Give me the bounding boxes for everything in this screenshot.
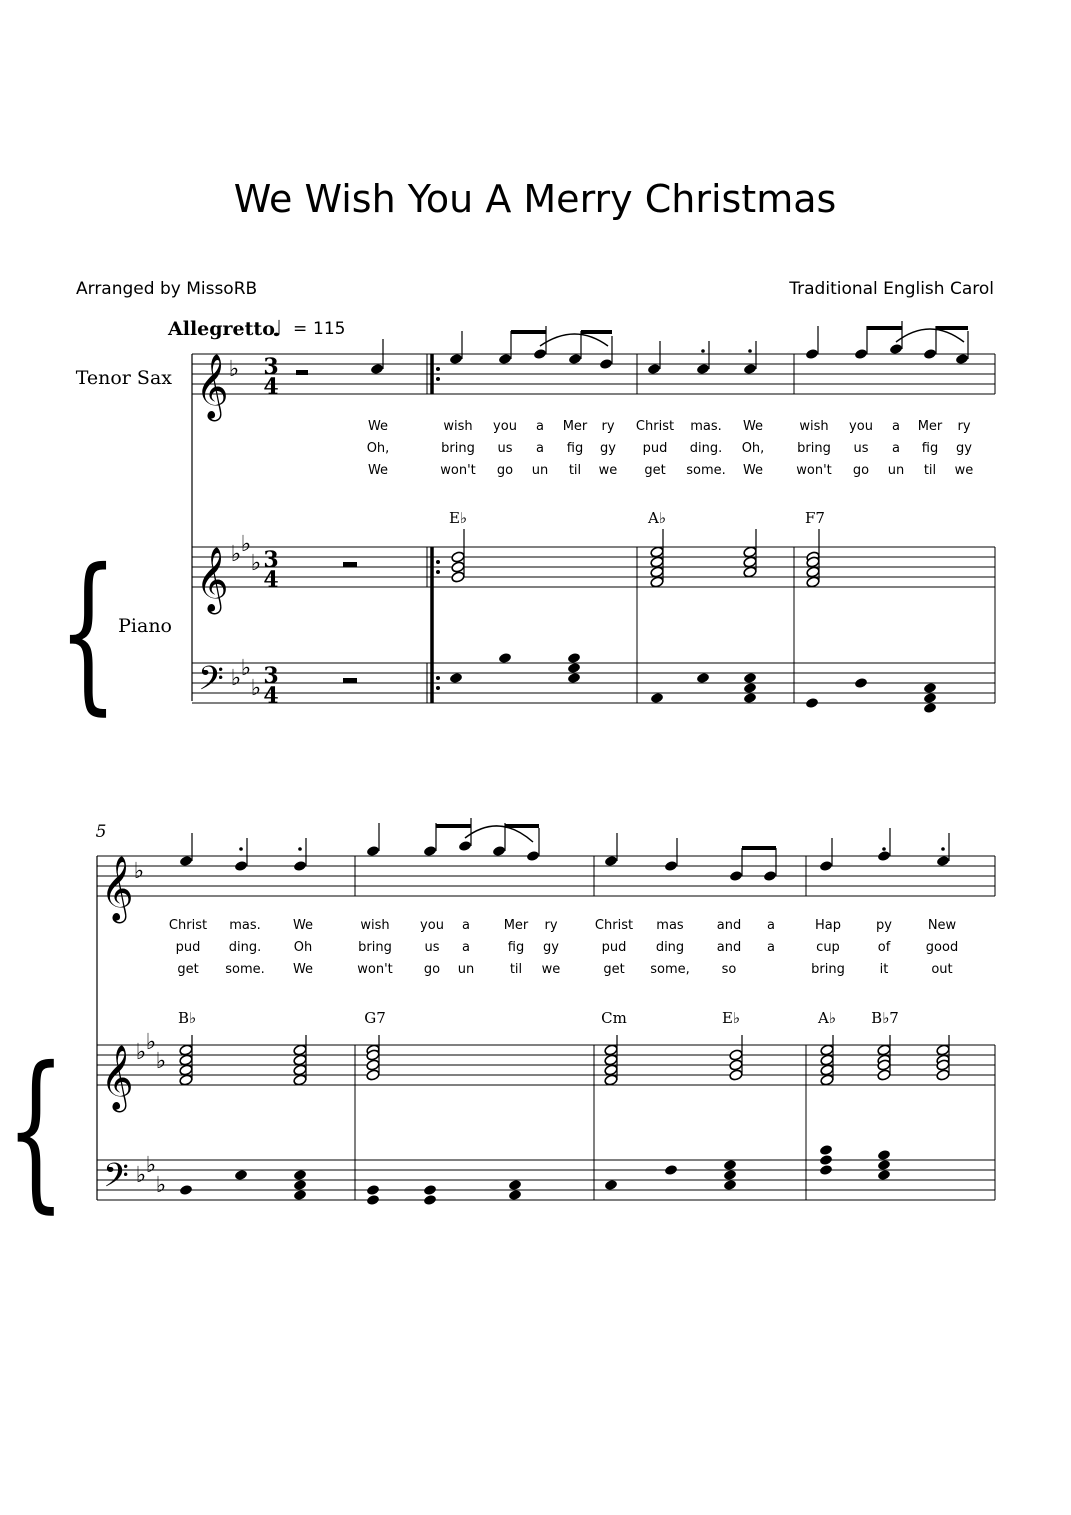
lyric-syllable: We: [367, 419, 389, 434]
key-flat-icon: ♭: [230, 666, 242, 691]
piano-brace-icon: {: [58, 533, 118, 731]
lyric-syllable: ding.: [689, 441, 723, 456]
lyric-syllable: get: [603, 962, 625, 977]
bass-notehead: [723, 1159, 737, 1171]
lyric-syllable: bring: [358, 940, 392, 955]
lyric-syllable: some,: [650, 962, 690, 977]
repeat-dot: [436, 377, 440, 381]
key-flat-icon: ♭: [155, 1173, 167, 1198]
lyric-syllable: til: [568, 463, 582, 478]
lyric-syllable: Christ: [168, 918, 208, 933]
chord-symbol: F7: [805, 509, 825, 527]
lyric-syllable: you: [493, 419, 517, 434]
bass-notehead: [179, 1184, 193, 1196]
bass-notehead: [293, 1189, 307, 1201]
repeat-dot: [436, 676, 440, 680]
notehead: [293, 860, 307, 872]
bass-notehead: [923, 682, 937, 694]
lyric-syllable: Hap: [815, 918, 841, 933]
lyric-syllable: a: [767, 940, 775, 955]
bass-notehead: [449, 672, 463, 684]
bass-notehead: [234, 1169, 248, 1181]
lyric-syllable: get: [644, 463, 666, 478]
notehead: [763, 870, 777, 882]
lyric-syllable: and: [716, 918, 742, 933]
bass-notehead: [854, 677, 868, 689]
chord-notehead: [451, 561, 465, 573]
lyric-syllable: un: [457, 962, 475, 977]
notehead: [936, 855, 950, 867]
piano-brace-icon: {: [6, 1031, 66, 1229]
lyric-syllable: We: [742, 463, 764, 478]
lyric-syllable: us: [853, 441, 869, 456]
notehead: [647, 363, 661, 375]
staccato-dot: [701, 349, 705, 353]
key-flat-icon: ♭: [240, 656, 252, 681]
chord-notehead: [743, 556, 757, 568]
bass-notehead: [923, 692, 937, 704]
notehead: [449, 353, 463, 365]
bass-notehead: [293, 1179, 307, 1191]
bass-notehead: [819, 1164, 833, 1176]
chord-notehead: [604, 1074, 618, 1086]
staccato-dot: [882, 847, 886, 851]
key-flat-icon: ♭: [250, 551, 262, 576]
lyric-syllable: a: [462, 918, 470, 933]
lyric-syllable: ry: [957, 419, 971, 434]
notehead: [599, 358, 613, 370]
chord-notehead: [451, 551, 465, 563]
lyric-syllable: We: [292, 962, 314, 977]
lyric-syllable: New: [927, 918, 957, 933]
instrument-label-piano: Piano: [118, 615, 172, 637]
slur: [465, 826, 533, 842]
chord-symbol: A♭: [648, 509, 666, 527]
repeat-dot: [436, 570, 440, 574]
bass-notehead: [650, 692, 664, 704]
lyric-syllable: pud: [175, 940, 201, 955]
chord-notehead: [604, 1064, 618, 1076]
chord-notehead: [604, 1054, 618, 1066]
lyric-syllable: til: [509, 962, 523, 977]
lyric-syllable: good: [925, 940, 959, 955]
lyric-syllable: it: [879, 962, 889, 977]
bass-notehead: [696, 672, 710, 684]
chord-notehead: [729, 1049, 743, 1061]
staccato-dot: [298, 847, 302, 851]
notehead: [458, 840, 472, 852]
lyric-syllable: a: [767, 918, 775, 933]
notehead: [568, 353, 582, 365]
lyric-syllable: pud: [642, 441, 668, 456]
lyric-syllable: mas: [656, 918, 684, 933]
key-flat-icon: ♭: [240, 532, 252, 557]
notehead: [179, 855, 193, 867]
chord-notehead: [877, 1044, 891, 1056]
bass-notehead: [743, 682, 757, 694]
lyric-syllable: get: [177, 962, 199, 977]
tempo-bpm: 115: [313, 319, 346, 339]
chord-notehead: [366, 1069, 380, 1081]
notehead: [423, 845, 437, 857]
lyric-syllable: bring: [441, 441, 475, 456]
repeat-dot: [436, 367, 440, 371]
lyric-syllable: cup: [816, 940, 840, 955]
lyric-syllable: wish: [443, 419, 473, 434]
bass-notehead: [877, 1149, 891, 1161]
bass-notehead: [743, 672, 757, 684]
chord-notehead: [936, 1069, 950, 1081]
chord-symbol: E♭: [448, 509, 468, 527]
measure-number: 5: [95, 822, 107, 842]
chord-notehead: [820, 1064, 834, 1076]
slur: [540, 334, 608, 346]
lyric-syllable: fig: [566, 441, 584, 456]
lyric-syllable: til: [923, 463, 937, 478]
lyric-syllable: ry: [601, 419, 615, 434]
chord-notehead: [820, 1044, 834, 1056]
lyric-syllable: a: [536, 419, 544, 434]
chord-notehead: [604, 1044, 618, 1056]
staccato-dot: [239, 847, 243, 851]
lyric-syllable: un: [887, 463, 905, 478]
chord-notehead: [179, 1044, 193, 1056]
bass-notehead: [664, 1164, 678, 1176]
notehead: [366, 845, 380, 857]
page-title: We Wish You A Merry Christmas: [233, 177, 837, 221]
chord-notehead: [451, 571, 465, 583]
time-sig-top: 3: [263, 547, 279, 573]
chord-notehead: [877, 1069, 891, 1081]
staccato-dot: [748, 349, 752, 353]
notehead: [729, 870, 743, 882]
key-flat-icon: ♭: [155, 1049, 167, 1074]
lyric-syllable: ry: [544, 918, 558, 933]
slur: [896, 329, 964, 342]
key-flat-icon: ♭: [135, 1163, 147, 1188]
chord-notehead: [650, 576, 664, 588]
lyric-syllable: Christ: [594, 918, 634, 933]
notehead: [877, 850, 891, 862]
lyric-syllable: ding: [655, 940, 685, 955]
tempo-equals: =: [293, 319, 308, 339]
time-sig-bottom: 4: [263, 567, 279, 593]
bass-notehead: [877, 1169, 891, 1181]
lyric-syllable: so: [721, 962, 737, 977]
lyric-syllable: Oh,: [741, 441, 765, 456]
arranger-credit: Arranged by MissoRB: [76, 279, 258, 299]
notehead: [234, 860, 248, 872]
lyric-syllable: un: [531, 463, 549, 478]
bass-clef-icon: 𝄢: [103, 1157, 129, 1203]
lyric-syllable: a: [462, 940, 470, 955]
lyric-syllable: a: [892, 419, 900, 434]
lyric-syllable: gy: [600, 441, 616, 456]
bass-notehead: [366, 1184, 380, 1196]
chord-notehead: [820, 1054, 834, 1066]
chord-notehead: [806, 576, 820, 588]
lyric-syllable: pud: [601, 940, 627, 955]
bass-notehead: [498, 652, 512, 664]
chord-symbol: E♭: [721, 1009, 741, 1027]
lyric-syllable: won't: [440, 463, 476, 478]
notehead: [805, 348, 819, 360]
lyric-syllable: We: [367, 463, 389, 478]
notehead: [664, 860, 678, 872]
lyric-syllable: go: [852, 463, 870, 478]
lyric-syllable: some.: [686, 463, 726, 478]
chord-symbol: A♭: [818, 1009, 836, 1027]
notehead: [370, 363, 384, 375]
lyric-syllable: Mer: [503, 918, 529, 933]
bass-notehead: [567, 652, 581, 664]
chord-notehead: [650, 556, 664, 568]
lyric-syllable: Mer: [917, 419, 943, 434]
bass-notehead: [293, 1169, 307, 1181]
staccato-dot: [941, 847, 945, 851]
bass-notehead: [819, 1154, 833, 1166]
lyric-syllable: gy: [956, 441, 972, 456]
lyric-syllable: we: [541, 962, 561, 977]
half-rest: [296, 370, 308, 375]
lyric-syllable: Oh: [293, 940, 313, 955]
chord-notehead: [936, 1044, 950, 1056]
notehead: [889, 343, 903, 355]
lyric-syllable: us: [424, 940, 440, 955]
whole-rest: [343, 562, 357, 567]
whole-rest: [343, 678, 357, 683]
lyric-syllable: fig: [507, 940, 525, 955]
lyric-syllable: wish: [799, 419, 829, 434]
key-flat-icon: ♭: [250, 676, 262, 701]
bass-notehead: [877, 1159, 891, 1171]
lyric-syllable: wish: [360, 918, 390, 933]
lyric-syllable: Mer: [562, 419, 588, 434]
bass-notehead: [508, 1189, 522, 1201]
lyric-syllable: won't: [357, 962, 393, 977]
lyric-syllable: fig: [921, 441, 939, 456]
lyric-syllable: We: [292, 918, 314, 933]
notehead: [492, 845, 506, 857]
lyric-syllable: you: [849, 419, 873, 434]
notehead: [819, 860, 833, 872]
notehead: [498, 353, 512, 365]
tempo-note-icon: ♩: [272, 317, 283, 342]
key-flat-icon: ♭: [145, 1153, 157, 1178]
lyric-syllable: we: [598, 463, 618, 478]
notehead: [604, 855, 618, 867]
lyric-syllable: some.: [225, 962, 265, 977]
score-notation: [6, 321, 995, 1229]
time-sig-bottom: 4: [263, 374, 279, 400]
chord-notehead: [293, 1054, 307, 1066]
composer-credit: Traditional English Carol: [789, 279, 994, 299]
bass-notehead: [743, 692, 757, 704]
treble-clef-icon: 𝄞: [100, 1045, 134, 1110]
lyric-syllable: bring: [797, 441, 831, 456]
chord-notehead: [366, 1059, 380, 1071]
key-flat-icon: ♭: [133, 859, 145, 884]
notehead: [526, 850, 540, 862]
bass-notehead: [366, 1194, 380, 1206]
chord-notehead: [806, 566, 820, 578]
time-sig-top: 3: [263, 354, 279, 380]
tempo-marking: Allegretto: [168, 318, 275, 340]
lyric-syllable: mas.: [690, 419, 722, 434]
lyric-syllable: We: [742, 419, 764, 434]
notehead: [854, 348, 868, 360]
treble-clef-icon: 𝄞: [100, 856, 134, 921]
key-flat-icon: ♭: [145, 1030, 157, 1055]
lyric-syllable: and: [716, 940, 742, 955]
lyric-syllable: a: [892, 441, 900, 456]
chord-notehead: [743, 546, 757, 558]
chord-notehead: [729, 1069, 743, 1081]
chord-notehead: [820, 1074, 834, 1086]
lyric-syllable: a: [536, 441, 544, 456]
lyric-syllable: us: [497, 441, 513, 456]
chord-notehead: [293, 1074, 307, 1086]
bass-notehead: [567, 672, 581, 684]
chord-notehead: [293, 1064, 307, 1076]
time-sig-top: 3: [263, 663, 279, 689]
lyric-syllable: we: [954, 463, 974, 478]
lyric-syllable: Oh,: [366, 441, 390, 456]
key-flat-icon: ♭: [135, 1040, 147, 1065]
bass-notehead: [819, 1144, 833, 1156]
treble-clef-icon: 𝄞: [195, 354, 229, 419]
key-flat-icon: ♭: [230, 542, 242, 567]
lyric-syllable: go: [423, 962, 441, 977]
chord-symbol: G7: [364, 1009, 386, 1027]
bass-notehead: [723, 1179, 737, 1191]
bass-notehead: [508, 1179, 522, 1191]
notehead: [533, 348, 547, 360]
bass-notehead: [423, 1194, 437, 1206]
lyric-syllable: ding.: [228, 940, 262, 955]
lyric-syllable: mas.: [229, 918, 261, 933]
notehead: [743, 363, 757, 375]
notehead: [923, 348, 937, 360]
lyric-syllable: gy: [543, 940, 559, 955]
chord-symbol: Cm: [601, 1009, 627, 1027]
bass-notehead: [604, 1179, 618, 1191]
chord-notehead: [729, 1059, 743, 1071]
notehead: [955, 353, 969, 365]
lyric-syllable: Christ: [635, 419, 675, 434]
chord-symbol: B♭7: [871, 1009, 899, 1027]
chord-notehead: [179, 1074, 193, 1086]
time-sig-bottom: 4: [263, 683, 279, 709]
bass-notehead: [423, 1184, 437, 1196]
bass-notehead: [723, 1169, 737, 1181]
repeat-dot: [436, 560, 440, 564]
lyric-syllable: you: [420, 918, 444, 933]
chord-notehead: [650, 546, 664, 558]
repeat-dot: [436, 686, 440, 690]
chord-symbol: B♭: [177, 1009, 197, 1027]
lyric-syllable: py: [876, 918, 892, 933]
lyric-syllable: won't: [796, 463, 832, 478]
lyric-syllable: bring: [811, 962, 845, 977]
chord-notehead: [650, 566, 664, 578]
treble-clef-icon: 𝄞: [195, 547, 229, 612]
lyric-syllable: go: [496, 463, 514, 478]
bass-notehead: [923, 702, 937, 714]
bass-notehead: [805, 697, 819, 709]
notehead: [696, 363, 710, 375]
chord-notehead: [179, 1064, 193, 1076]
bass-notehead: [567, 662, 581, 674]
lyric-syllable: out: [931, 962, 953, 977]
key-flat-icon: ♭: [228, 357, 240, 382]
bass-clef-icon: 𝄢: [198, 660, 224, 706]
lyric-syllable: of: [877, 940, 891, 955]
chord-notehead: [179, 1054, 193, 1066]
chord-notehead: [743, 566, 757, 578]
instrument-label-sax: Tenor Sax: [75, 367, 172, 389]
chord-notehead: [293, 1044, 307, 1056]
